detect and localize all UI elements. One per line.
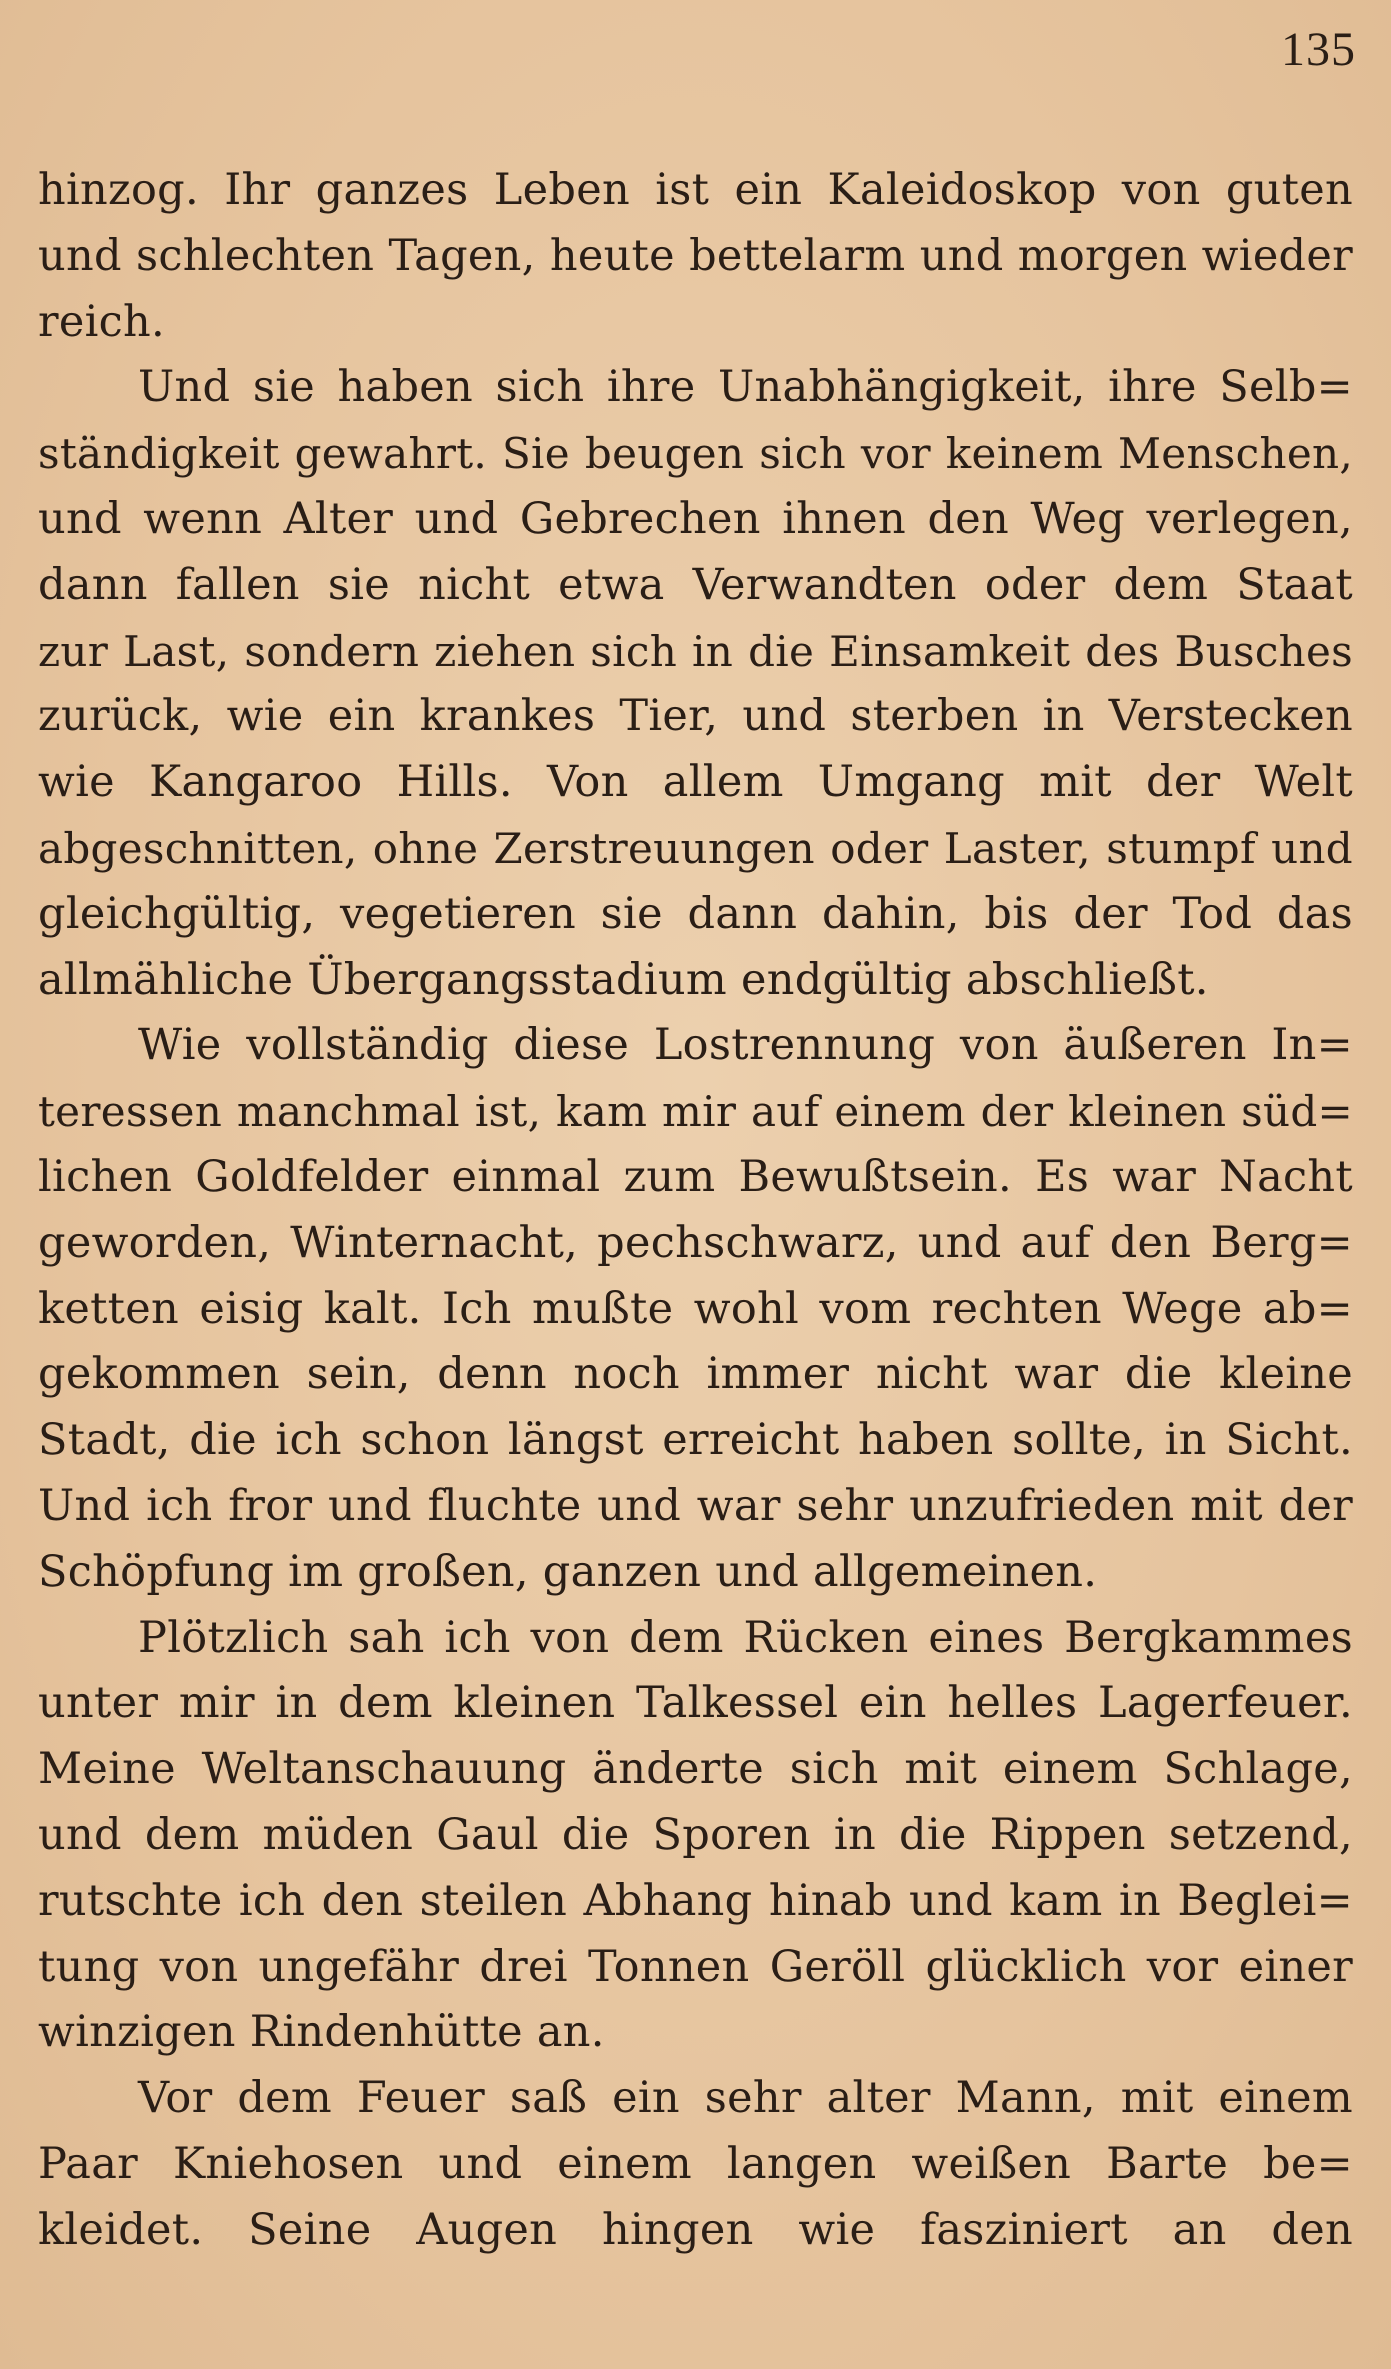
text-line: winzigen Rindenhütte an.: [38, 2007, 605, 2058]
text-line: und schlechten Tagen, heute bettelarm und morgen wieder: [38, 230, 1353, 281]
text-line: zurück, wie ein krankes Tier, und sterben in Verstecken: [38, 691, 1353, 742]
text-line: unter mir in dem kleinen Talkessel ein helles Lagerfeuer.: [38, 1678, 1353, 1729]
text-line: reich.: [38, 296, 165, 347]
text-line: Plötzlich sah ich von dem Rücken eines Bergkammes: [138, 1612, 1353, 1663]
text-line: abgeschnitten, ohne Zerstreuungen oder Laster, stumpf und: [38, 823, 1353, 873]
text-line: allmähliche Übergangsstadium endgültig abschließt.: [38, 954, 1209, 1005]
text-line: gekommen sein, denn noch immer nicht war die kleine: [38, 1349, 1353, 1400]
text-line: Paar Kniehosen und einem langen weißen Barte be=: [38, 2138, 1353, 2189]
text-line: Meine Weltanschauung änderte sich mit einem Schlage,: [38, 1744, 1353, 1795]
text-line: Wie vollständig diese Lostrennung von äußeren In=: [138, 1020, 1353, 1071]
text-line: tung von ungefähr drei Tonnen Geröll glücklich vor einer: [38, 1941, 1353, 1992]
text-line: und wenn Alter und Gebrechen ihnen den Weg verlegen,: [38, 493, 1353, 544]
text-line: Vor dem Feuer saß ein sehr alter Mann, mit einem: [138, 2073, 1353, 2124]
page-number: 135: [1281, 23, 1356, 76]
text-line: wie Kangaroo Hills. Von allem Umgang mit der Welt: [38, 757, 1353, 808]
text-line: zur Last, sondern ziehen sich in die Einsamkeit des Busches: [38, 626, 1353, 676]
text-line: kleidet. Seine Augen hingen wie fasziniert an den: [38, 2204, 1353, 2255]
text-line: Und ich fror und fluchte und war sehr unzufrieden mit der: [38, 1480, 1353, 1531]
text-line: und dem müden Gaul die Sporen in die Rippen setzend,: [38, 1809, 1353, 1860]
text-line: ständigkeit gewahrt. Sie beugen sich vor keinem Menschen,: [38, 429, 1353, 479]
text-line: geworden, Winternacht, pechschwarz, und auf den Berg=: [38, 1217, 1353, 1268]
text-line: ketten eisig kalt. Ich mußte wohl vom rechten Wege ab=: [38, 1283, 1353, 1334]
text-line: Und sie haben sich ihre Unabhängigkeit, ihre Selb=: [138, 362, 1353, 413]
text-line: rutschte ich den steilen Abhang hinab und kam in Beglei=: [38, 1875, 1353, 1926]
body-text: [38, 158, 1353, 2264]
text-line: Schöpfung im großen, ganzen und allgemeinen.: [38, 1546, 1098, 1597]
text-line: lichen Goldfelder einmal zum Bewußtsein. Es war Nacht: [38, 1151, 1353, 1202]
text-line: dann fallen sie nicht etwa Verwandten oder dem Staat: [38, 559, 1353, 610]
text-line: gleichgültig, vegetieren sie dann dahin, bis der Tod das: [38, 888, 1353, 939]
text-line: teressen manchmal ist, kam mir auf einem der kleinen süd=: [38, 1087, 1353, 1137]
text-line: hinzog. Ihr ganzes Leben ist ein Kaleidoskop von guten: [38, 165, 1353, 215]
text-line: Stadt, die ich schon längst erreicht haben sollte, in Sicht.: [38, 1415, 1353, 1466]
